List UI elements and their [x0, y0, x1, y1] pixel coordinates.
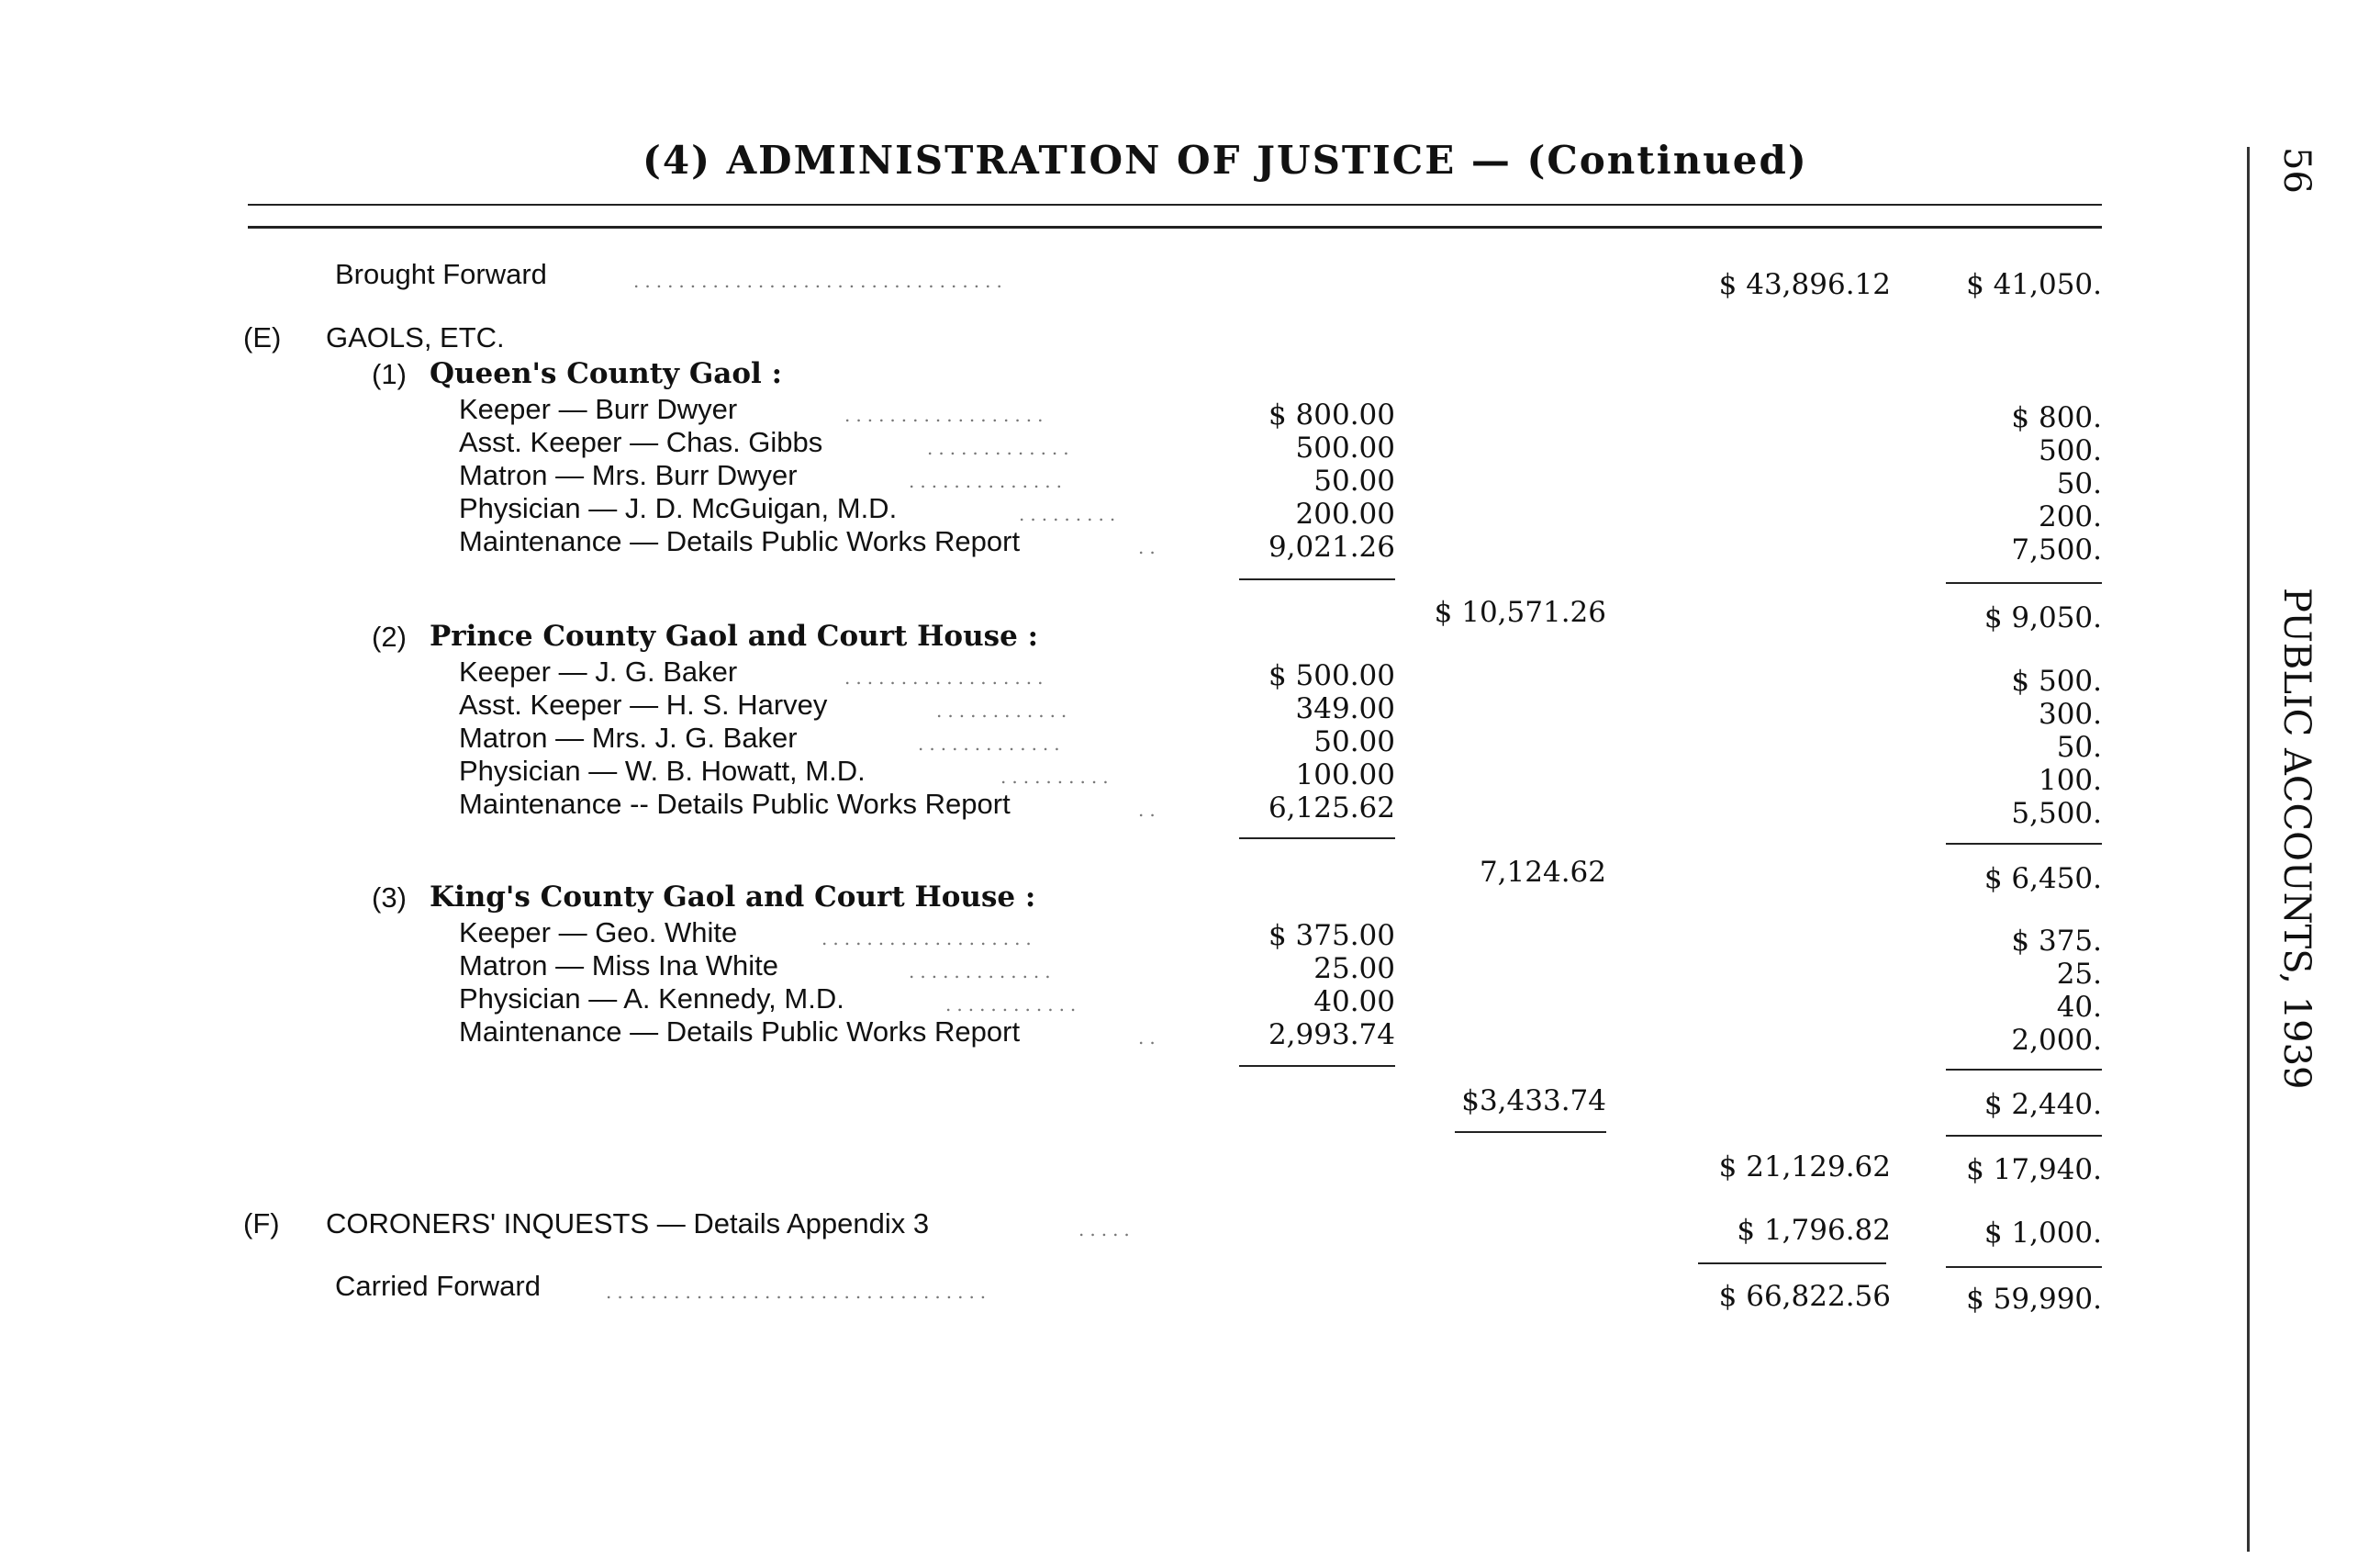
carried-total-rule [1698, 1262, 1886, 1264]
gaol2-row-estimate: $ 500. [2011, 665, 2102, 698]
leader-dots: ............. [927, 437, 1075, 459]
gaol1-row-label: Keeper — Burr Dwyer [459, 393, 738, 425]
gaol1-subtotal: $ 10,571.26 [1434, 596, 1606, 629]
gaol2-row-label: Matron — Mrs. J. G. Baker [459, 722, 798, 754]
gaol3-number: (3) [372, 881, 407, 914]
gaol1-row-estimate: 7,500. [2011, 533, 2102, 566]
leader-dots: .. [1138, 536, 1161, 558]
gaol1-number: (1) [372, 358, 407, 390]
title-rule-lower [248, 226, 2102, 229]
section-e-title: GAOLS, ETC. [326, 321, 505, 353]
subtotal-rule [1455, 1131, 1606, 1133]
gaol1-row-amount: $ 800.00 [1268, 398, 1395, 432]
gaol2-row-label: Physician — W. B. Howatt, M.D. [459, 755, 866, 787]
gaol2-row-estimate: 5,500. [2011, 797, 2102, 830]
gaol2-row-label: Asst. Keeper — H. S. Harvey [459, 689, 828, 721]
leader-dots: .......... [1000, 766, 1114, 788]
gaol1-heading: Queen's County Gaol : [430, 357, 783, 390]
section-e-letter: (E) [243, 321, 282, 353]
title-rule [248, 204, 2102, 206]
leader-dots: ............. [918, 733, 1066, 755]
gaol3-row-label: Keeper — Geo. White [459, 916, 738, 948]
gaol2-estimate-total: $ 6,450. [1983, 862, 2102, 895]
leader-dots: ......... [1019, 503, 1122, 525]
estimate-total-rule [1946, 1135, 2102, 1137]
leader-dots: .................................. [606, 1281, 992, 1303]
gaol2-heading: Prince County Gaol and Court House : [430, 620, 1039, 653]
gaol3-heading: King's County Gaol and Court House : [430, 880, 1036, 914]
gaol2-row-label: Keeper — J. G. Baker [459, 656, 738, 688]
gaol2-row-estimate: 300. [2038, 698, 2102, 731]
margin-rule [2247, 147, 2250, 1552]
gaol1-row-label: Matron — Mrs. Burr Dwyer [459, 459, 798, 491]
gaol1-row-label: Maintenance — Details Public Works Report [459, 525, 1021, 557]
gaol3-row-label: Matron — Miss Ina White [459, 949, 778, 981]
gaol1-estimate-rule [1946, 582, 2102, 584]
page-number: 56 [2275, 147, 2318, 194]
gaol1-row-estimate: 500. [2038, 434, 2102, 467]
gaol2-row-label: Maintenance -- Details Public Works Report [459, 788, 1011, 820]
carried-forward-estimate: $ 59,990. [1966, 1283, 2102, 1316]
brought-forward-total: $ 43,896.12 [1718, 268, 1891, 301]
gaol2-row-amount: $ 500.00 [1268, 659, 1395, 692]
leader-dots: .................. [844, 667, 1049, 689]
gaol3-row-amount: 25.00 [1313, 952, 1395, 985]
leader-dots: ............ [936, 700, 1073, 722]
leader-dots: ................................. [633, 270, 1008, 292]
gaol1-row-estimate: 200. [2038, 500, 2102, 533]
gaol2-amount-rule [1239, 837, 1395, 839]
gaol1-row-amount: 50.00 [1313, 465, 1395, 498]
carried-forward-label: Carried Forward [335, 1270, 541, 1302]
gaol3-row-estimate: 2,000. [2011, 1024, 2102, 1057]
gaol1-row-amount: 9,021.26 [1268, 531, 1395, 564]
gaols-total: $ 21,129.62 [1718, 1150, 1891, 1183]
leader-dots: .................. [844, 404, 1049, 426]
section-f-letter: (F) [243, 1207, 280, 1239]
gaol3-estimate-total: $ 2,440. [1983, 1088, 2102, 1121]
gaol2-row-amount: 349.00 [1295, 692, 1395, 725]
coroners-estimate: $ 1,000. [1983, 1217, 2102, 1250]
coroners-total: $ 1,796.82 [1737, 1214, 1891, 1247]
gaol2-row-amount: 6,125.62 [1268, 791, 1395, 824]
gaol3-subtotal: $3,433.74 [1461, 1084, 1606, 1117]
gaol3-estimate-rule [1946, 1069, 2102, 1071]
gaol3-row-label: Maintenance — Details Public Works Report [459, 1015, 1021, 1048]
leader-dots: .. [1138, 799, 1161, 821]
gaol3-row-estimate: 40. [2056, 991, 2102, 1024]
running-title: PUBLIC ACCOUNTS, 1939 [2275, 588, 2318, 1090]
gaol3-row-amount: $ 375.00 [1268, 919, 1395, 952]
carried-forward-total: $ 66,822.56 [1718, 1280, 1891, 1313]
gaol1-row-label: Asst. Keeper — Chas. Gibbs [459, 426, 823, 458]
leader-dots: ................... [821, 927, 1037, 949]
gaol3-row-label: Physician — A. Kennedy, M.D. [459, 982, 844, 1015]
gaol2-estimate-rule [1946, 843, 2102, 845]
leader-dots: .............. [909, 470, 1068, 492]
leader-dots: ............. [909, 960, 1056, 982]
gaol1-row-estimate: $ 800. [2011, 401, 2102, 434]
gaol2-number: (2) [372, 621, 407, 653]
leader-dots: ..... [1078, 1218, 1135, 1240]
gaol2-row-estimate: 100. [2038, 764, 2102, 797]
gaol1-row-label: Physician — J. D. McGuigan, M.D. [459, 492, 898, 524]
leader-dots: .. [1138, 1026, 1161, 1049]
gaol3-amount-rule [1239, 1065, 1395, 1067]
gaol1-row-amount: 200.00 [1295, 498, 1395, 531]
gaol1-row-estimate: 50. [2056, 467, 2102, 500]
brought-forward-label: Brought Forward [335, 258, 547, 290]
section-f-title: CORONERS' INQUESTS — Details Appendix 3 [326, 1207, 930, 1239]
gaol2-row-amount: 100.00 [1295, 758, 1395, 791]
gaol2-subtotal: 7,124.62 [1479, 856, 1606, 889]
brought-forward-estimate: $ 41,050. [1966, 268, 2102, 301]
gaol3-row-estimate: 25. [2056, 958, 2102, 991]
carried-estimate-rule [1946, 1266, 2102, 1268]
gaols-estimate-total: $ 17,940. [1966, 1153, 2102, 1186]
gaol3-row-amount: 40.00 [1313, 985, 1395, 1018]
gaol3-row-amount: 2,993.74 [1268, 1018, 1395, 1051]
gaol3-row-estimate: $ 375. [2011, 925, 2102, 958]
gaol2-row-estimate: 50. [2056, 731, 2102, 764]
page-title: (4) ADMINISTRATION OF JUSTICE — (Continued) [642, 138, 1808, 183]
gaol2-row-amount: 50.00 [1313, 725, 1395, 758]
gaol1-amount-rule [1239, 578, 1395, 580]
gaol1-estimate-total: $ 9,050. [1983, 601, 2102, 634]
leader-dots: ............ [945, 993, 1082, 1015]
gaol1-row-amount: 500.00 [1295, 432, 1395, 465]
